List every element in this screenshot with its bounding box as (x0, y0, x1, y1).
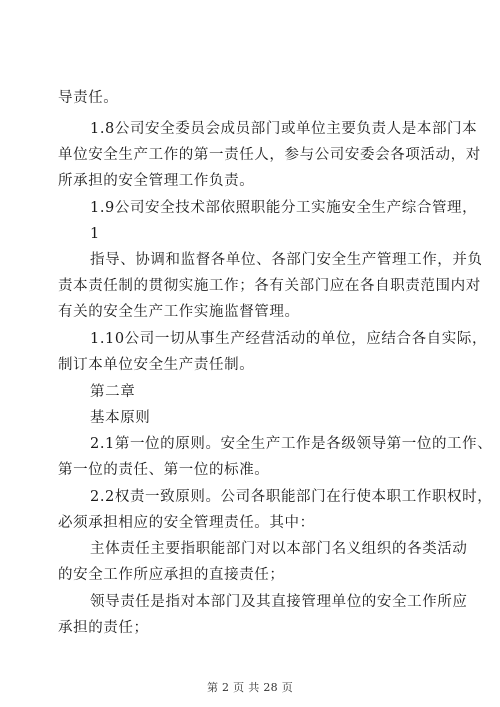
text-line: 1.8公司安全委员会成员部门或单位主要负责人是本部门本 (90, 121, 478, 137)
text-line: 必须承担相应的安全管理责任。其中： (58, 515, 315, 531)
text-line: 主体责任主要指职能部门对以本部门名义组织的各类活动 (90, 541, 468, 557)
page-footer: 第 2 页 共 28 页 (206, 681, 294, 694)
text-line: 2.2权责一致原则。公司各职能部门在行使本职工作职权时， (90, 489, 493, 505)
text-line: 1.10公司一切从事生产经营活动的单位，应结合各自实际， (90, 331, 488, 347)
text-line: 的安全工作所应承担的直接责任； (58, 567, 285, 583)
text-line: 2.1第一位的原则。安全生产工作是各级领导第一位的工作、 (90, 436, 493, 452)
text-line: 单位安全生产工作的第一责任人，参与公司安委会各项活动，对 (58, 147, 481, 163)
text-line: 第一位的责任、第一位的标准。 (58, 462, 270, 478)
chapter-heading: 第二章 (90, 384, 136, 400)
text-line: 有关的安全生产工作实施监督管理。 (58, 304, 300, 320)
text-line: 指导、协调和监督各单位、各部门安全生产管理工作，并负 (90, 252, 483, 268)
text-line: 领导责任是指对本部门及其直接管理单位的安全工作所应 (90, 594, 468, 610)
text-line: 1.9公司安全技术部依照职能分工实施安全生产综合管理， (90, 200, 478, 216)
section-heading: 基本原则 (90, 410, 151, 426)
text-line: 1 (90, 226, 100, 242)
text-line: 制订本单位安全生产责任制。 (58, 357, 255, 373)
text-line: 所承担的安全管理工作负责。 (58, 173, 255, 189)
text-line: 导责任。 (58, 90, 119, 106)
text-line: 承担的责任； (58, 620, 149, 636)
text-line: 责本责任制的贯彻实施工作；各有关部门应在各自职责范围内对 (58, 278, 481, 294)
